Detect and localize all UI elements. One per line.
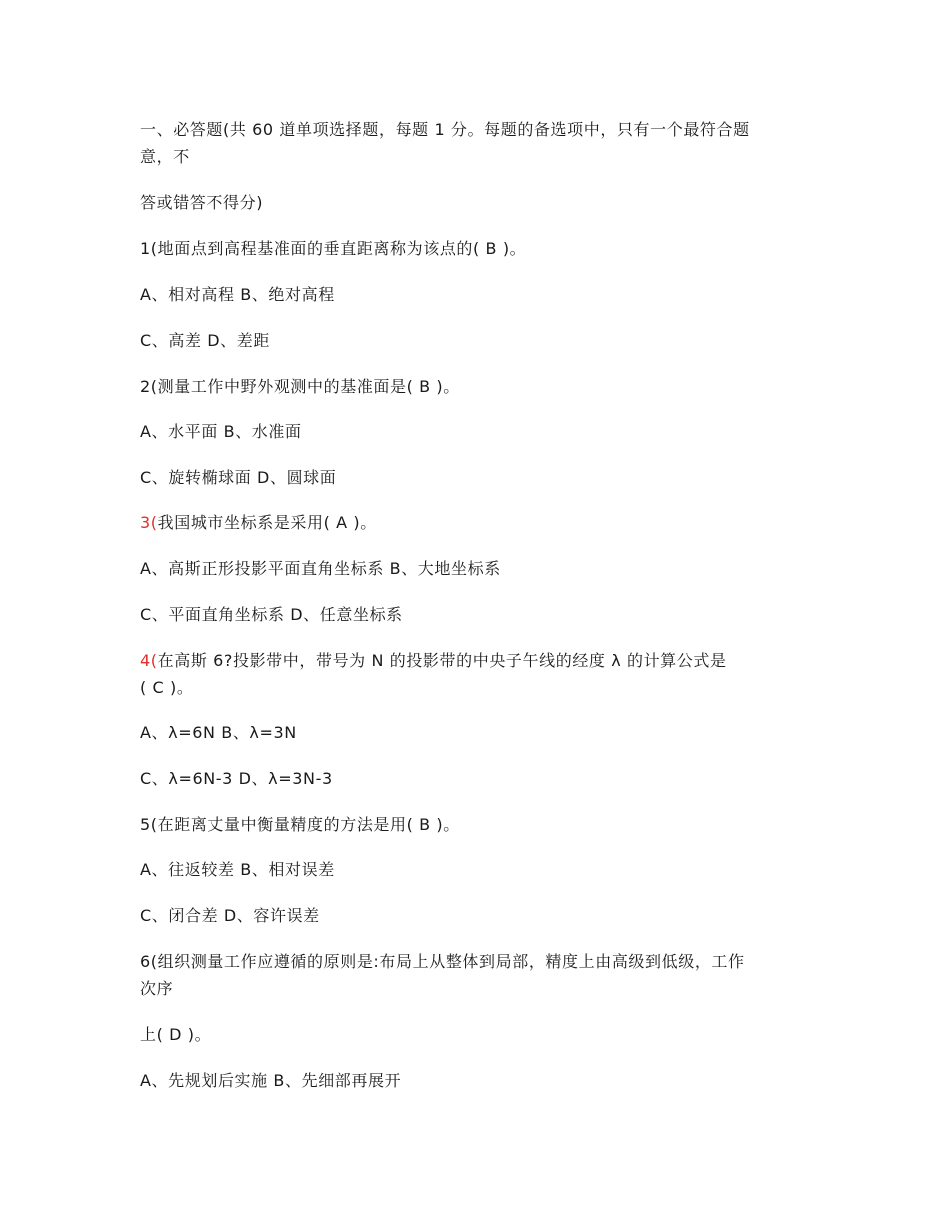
question-5: 5(在距离丈量中衡量精度的方法是用( B )。 — [140, 815, 460, 834]
question-1-options-cd: C、高差 D、差距 — [140, 331, 270, 350]
question-6-continuation-1: 次序 — [140, 979, 174, 998]
question-1-options-ab: A、相对高程 B、绝对高程 — [140, 285, 335, 304]
question-4-text: 在高斯 6?投影带中，带号为 N 的投影带的中央子午线的经度 λ 的计算公式是 — [157, 651, 727, 670]
question-4-continuation: ( C )。 — [140, 678, 194, 697]
section-heading-line-2: 意，不 — [140, 147, 190, 166]
question-6-options-ab: A、先规划后实施 B、先细部再展开 — [140, 1071, 402, 1090]
question-3-options-ab: A、高斯正形投影平面直角坐标系 B、大地坐标系 — [140, 559, 501, 578]
section-heading-line-1: 一、必答题(共 60 道单项选择题，每题 1 分。每题的备选项中，只有一个最符合题 — [140, 120, 750, 139]
question-3-number: 3( — [140, 513, 158, 532]
question-6-continuation-2: 上( D )。 — [140, 1025, 212, 1044]
question-4-options-cd: C、λ=6N-3 D、λ=3N-3 — [140, 769, 333, 788]
question-4-number: 4( — [140, 651, 158, 670]
question-4 — [140, 651, 727, 671]
question-5-options-cd: C、闭合差 D、容许误差 — [140, 906, 320, 925]
question-4-options-ab: A、λ=6N B、λ=3N — [140, 723, 297, 742]
question-1: 1(地面点到高程基准面的垂直距离称为该点的( B )。 — [140, 239, 527, 258]
question-5-options-ab: A、往返较差 B、相对误差 — [140, 860, 335, 879]
section-heading-line-3: 答或错答不得分) — [140, 193, 264, 212]
question-2-options-ab: A、水平面 B、水准面 — [140, 422, 302, 441]
question-2-options-cd: C、旋转椭球面 D、圆球面 — [140, 468, 337, 487]
question-2: 2(测量工作中野外观测中的基准面是( B )。 — [140, 377, 460, 396]
question-3-text: 我国城市坐标系是采用( A )。 — [157, 513, 377, 532]
question-3 — [140, 513, 377, 533]
question-6: 6(组织测量工作应遵循的原则是:布局上从整体到局部，精度上由高级到低级，工作 — [140, 952, 745, 971]
question-3-options-cd: C、平面直角坐标系 D、任意坐标系 — [140, 605, 403, 624]
